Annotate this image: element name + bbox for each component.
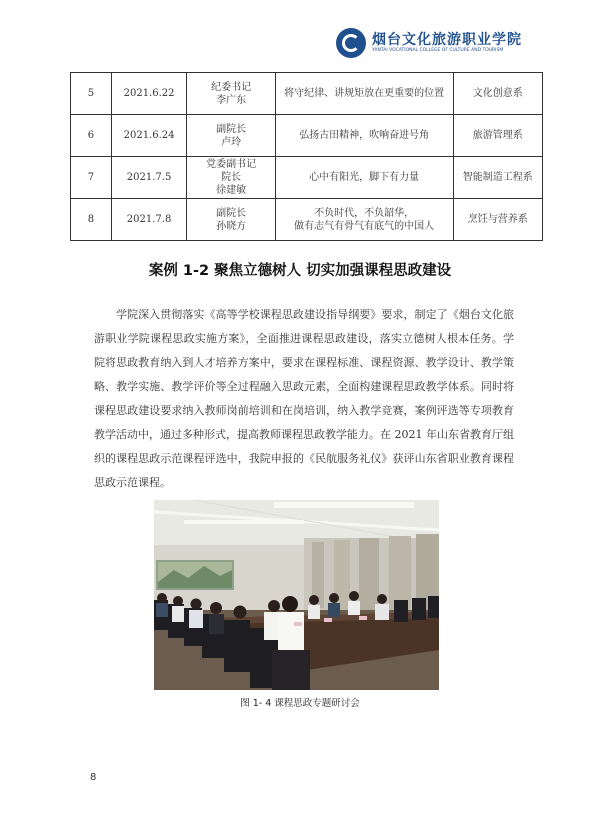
case-heading: 案例 1-2 聚焦立德树人 切实加强课程思政建设 [148,263,452,279]
figure-caption: 图 1- 4 课程思政专题研讨会 [240,698,360,709]
table-row [71,115,543,157]
table-row [71,157,543,199]
department-cell: 文化创意系 [453,73,543,115]
speaker-cell [187,157,276,199]
topic-cell-line: 做有志气有骨气有底气的中国人 [294,220,435,232]
topic-cell [275,115,453,157]
speaker-cell-line: 李广东 [216,94,247,106]
row-number-cell: 7 [71,157,112,199]
topic-cell [275,73,453,115]
row-number-cell: 8 [71,199,112,241]
speaker-cell-line: 徐建敏 [216,185,247,196]
seminar-photo [154,500,439,690]
topic-cell-line: 弘扬古田精神，吹响奋进号角 [299,130,430,141]
row-number-cell: 5 [71,73,112,115]
speaker-cell-line: 党委副书记 [206,159,257,170]
lecture-table-body [71,73,543,241]
table-row [71,73,543,115]
department-cell: 旅游管理系 [453,115,543,157]
topic-cell-line: 心中有阳光，脚下有力量 [309,172,420,183]
topic-cell-line: 不负时代，不负韶华， [314,207,415,219]
speaker-cell-line: 院长 [221,172,242,183]
college-logo [336,28,522,58]
table-row [71,199,543,241]
date-cell: 2021.7.8 [111,199,187,241]
speaker-cell [187,115,276,157]
topic-cell-line: 将守纪律、讲规矩放在更重要的位置 [284,88,445,99]
speaker-cell-line: 孙晓方 [216,220,247,232]
department-cell: 智能制造工程系 [453,157,543,199]
date-cell: 2021.7.5 [111,157,187,199]
speaker-cell-line: 副院长 [216,123,247,135]
topic-cell [275,157,453,199]
lecture-table [70,72,543,241]
case-paragraph: 学院深入贯彻落实《高等学校课程思政建设指导纲要》要求，制定了《烟台文化旅游职业学院课程思政实施方案》，全面推进课程思政建设，落实立德树人根本任务。学院将思政教育纳入到人才培养方案中，要求在课程标准、课程资源、教学设计、教学策略、教学实施、教学评价等全过程融入思政元素，全面构建课程思政教学体系。同时将课程思政建设要求纳入教师岗前培训和在岗培训，纳入教学竞赛，案例评选等专项教育教学活动中，通过多种形式，提高教师课程思政教学能力。在 2021 年山东省教育厅组织的课程思政示范课程评选中，我院申报的《民航服务礼仪》获评山东省职业教育课程思政示范课程。 [94,308,514,489]
speaker-cell [187,73,276,115]
page-number: 8 [90,772,97,783]
speaker-cell-line: 纪委书记 [211,81,252,93]
college-name-cn: 烟台文化旅游职业学院 [372,32,522,48]
speaker-cell-line: 副院长 [216,207,247,219]
college-emblem-icon [336,28,366,58]
speaker-cell-line: 卢玲 [221,136,242,148]
department-cell: 烹饪与营养系 [453,199,543,241]
topic-cell [275,199,453,241]
date-cell: 2021.6.24 [111,115,187,157]
seminar-photo-illustration [154,500,439,690]
row-number-cell: 6 [71,115,112,157]
college-name-en: YANTAI VOCATIONAL COLLEGE OF CULTURE AND TOURISM [372,48,504,53]
college-logo-text [372,32,522,54]
date-cell: 2021.6.22 [111,73,187,115]
speaker-cell [187,199,276,241]
